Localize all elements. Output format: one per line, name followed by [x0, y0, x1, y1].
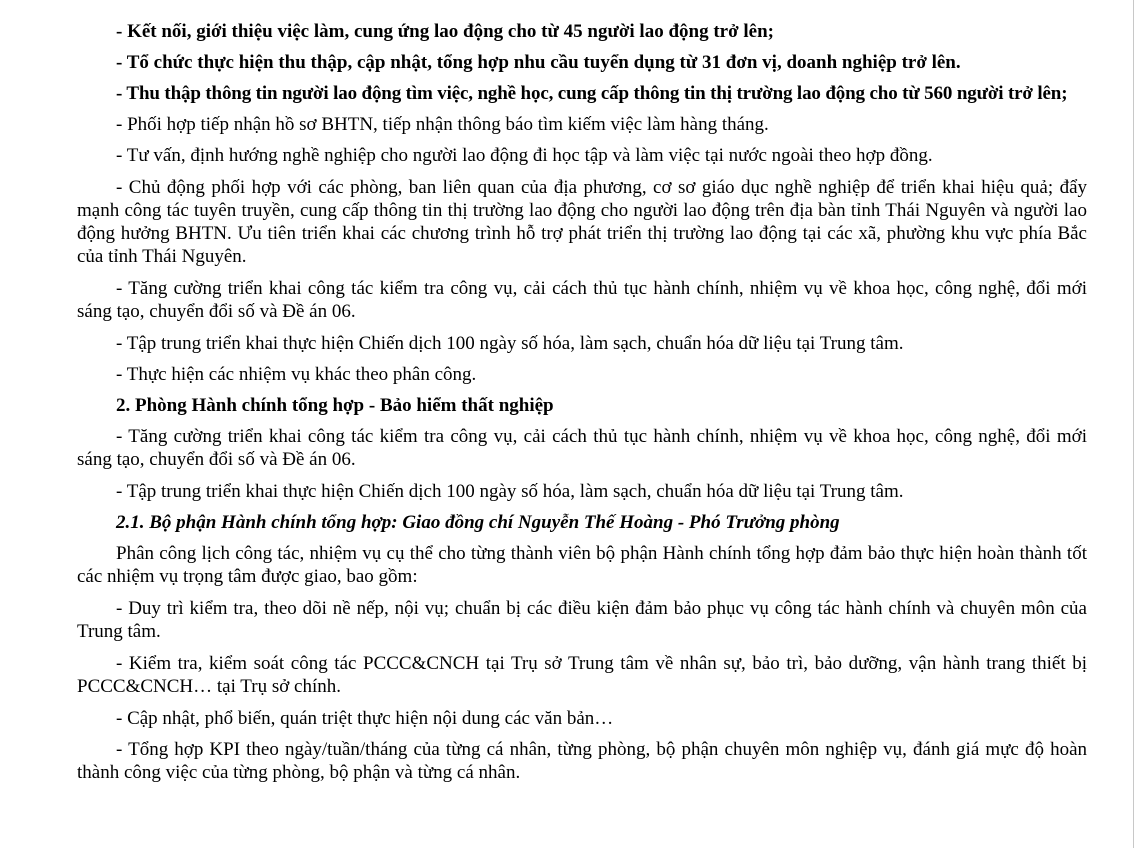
bullet-maintain-discipline: - Duy trì kiểm tra, theo dõi nề nếp, nội vụ; chuẩn bị các điều kiện đảm bảo phục vụ công tác hành chính và chuyên môn của Trung tâm. — [77, 598, 1087, 642]
bullet-100-day-campaign-2: - Tập trung triển khai thực hiện Chiến dịch 100 ngày số hóa, làm sạch, chuẩn hóa dữ liệu tại Trung tâm. — [116, 481, 904, 502]
page-edge-line — [1133, 0, 1134, 848]
paragraph-assignment: Phân công lịch công tác, nhiệm vụ cụ thể cho từng thành viên bộ phận Hành chính tổng hợp đảm bảo thực hiện hoàn thành tốt các nhiệm vụ trọng tâm được giao, bao gồm: — [77, 543, 1087, 587]
bullet-other-tasks: - Thực hiện các nhiệm vụ khác theo phân công. — [116, 364, 477, 385]
bullet-job-connection: - Kết nối, giới thiệu việc làm, cung ứng lao động cho từ 45 người lao động trở lên; — [116, 21, 774, 42]
document-page — [77, 8, 1087, 784]
subsection-heading-admin-unit: 2.1. Bộ phận Hành chính tổng hợp: Giao đồng chí Nguyễn Thế Hoàng - Phó Trưởng phòng — [116, 512, 840, 533]
bullet-document-dissemination: - Cập nhật, phổ biến, quán triệt thực hiện nội dung các văn bản… — [116, 708, 614, 729]
section-heading-admin-unemployment: 2. Phòng Hành chính tổng hợp - Bảo hiểm thất nghiệp — [116, 395, 554, 416]
bullet-unemployment-insurance-intake: - Phối hợp tiếp nhận hồ sơ BHTN, tiếp nhận thông báo tìm kiếm việc làm hàng tháng. — [116, 114, 769, 135]
bullet-100-day-campaign: - Tập trung triển khai thực hiện Chiến dịch 100 ngày số hóa, làm sạch, chuẩn hóa dữ liệu tại Trung tâm. — [116, 333, 904, 354]
bullet-local-coordination: - Chủ động phối hợp với các phòng, ban liên quan của địa phương, cơ sơ giáo dục nghề nghiệp để triển khai hiệu quả; đẩy mạnh công tác tuyên truyền, cung cấp thông tin thị trường lao động cho người lao động trên địa bàn tỉnh Thái Nguyên và người lao động hưởng BHTN. Ưu tiên triển khai các chương trình hỗ trợ phát triển thị trường lao động tại các xã, phường khu vực phía Bắc của tỉnh Thái Nguyên. — [77, 177, 1087, 267]
bullet-kpi-summary: - Tổng hợp KPI theo ngày/tuần/tháng của từng cá nhân, từng phòng, bộ phận chuyên môn nghiệp vụ, đánh giá mực độ hoàn thành công việc của từng phòng, bộ phận và từng cá nhân. — [77, 739, 1087, 783]
bullet-fire-safety-check: - Kiểm tra, kiểm soát công tác PCCC&CNCH tại Trụ sở Trung tâm về nhân sự, bảo trì, bảo dưỡng, vận hành trang thiết bị PCCC&CNCH… tại Trụ sở chính. — [77, 653, 1087, 697]
bullet-labor-market-info: - Thu thập thông tin người lao động tìm việc, nghề học, cung cấp thông tin thị trường lao động cho từ 560 người trở lên; — [116, 83, 1068, 104]
bullet-overseas-career-counseling: - Tư vấn, định hướng nghề nghiệp cho người lao động đi học tập và làm việc tại nước ngoài theo hợp đồng. — [116, 145, 933, 166]
bullet-recruitment-survey: - Tổ chức thực hiện thu thập, cập nhật, tổng hợp nhu cầu tuyển dụng từ 31 đơn vị, doanh nghiệp trở lên. — [116, 52, 961, 73]
bullet-inspection-reform: - Tăng cường triển khai công tác kiểm tra công vụ, cải cách thủ tục hành chính, nhiệm vụ về khoa học, công nghệ, đổi mới sáng tạo, chuyển đổi số và Đề án 06. — [77, 278, 1087, 322]
bullet-inspection-reform-2: - Tăng cường triển khai công tác kiểm tra công vụ, cải cách thủ tục hành chính, nhiệm vụ về khoa học, công nghệ, đổi mới sáng tạo, chuyển đổi số và Đề án 06. — [77, 426, 1087, 470]
